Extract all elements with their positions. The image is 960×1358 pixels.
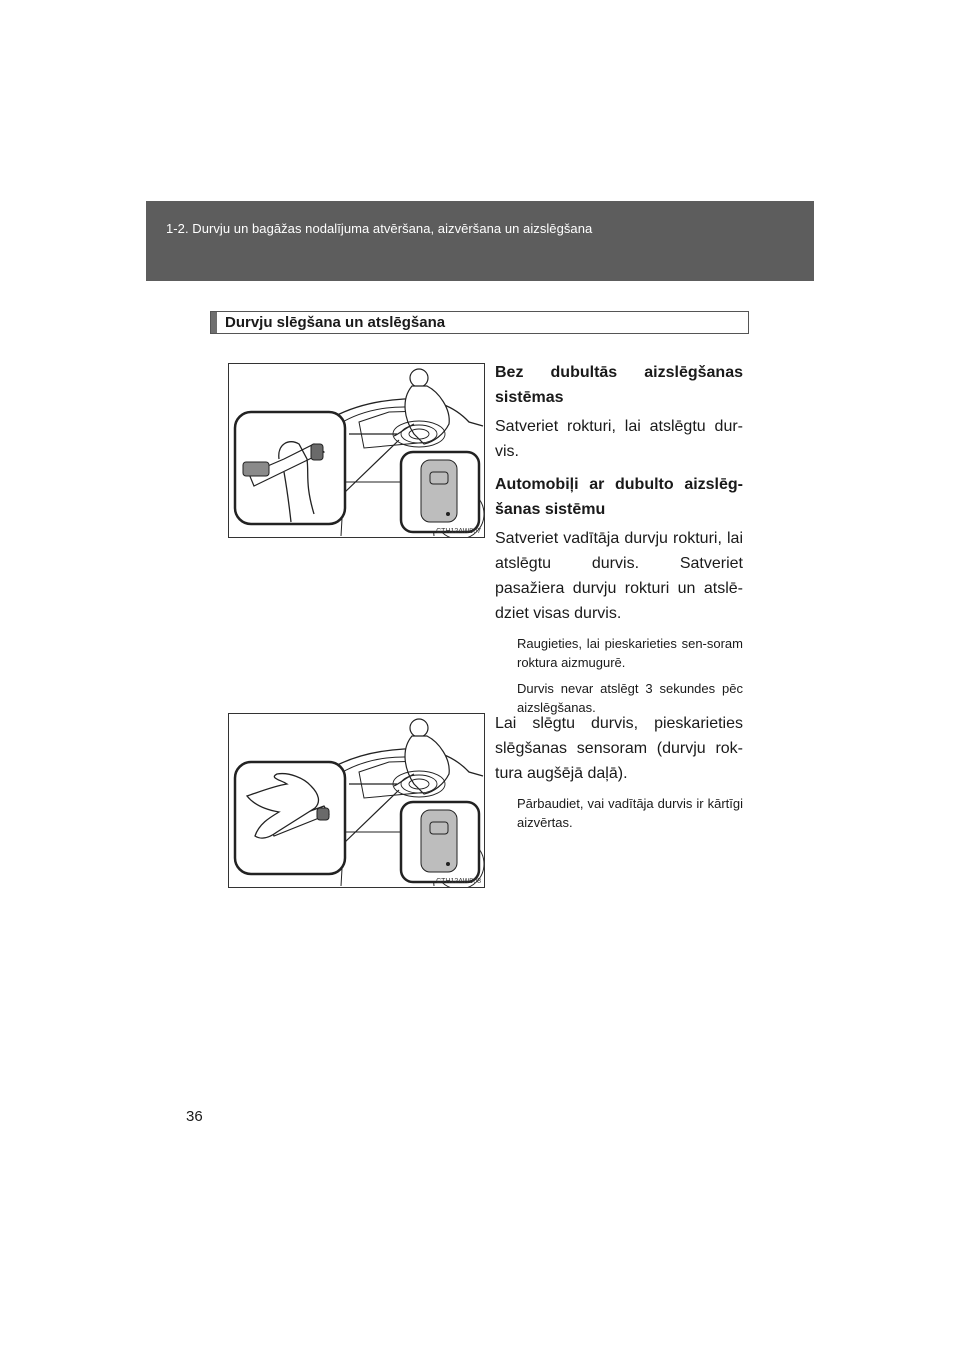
chapter-breadcrumb: 1-2. Durvju un bagāžas nodalījuma atvēršana, aizvēršana un aizslēgšana [166, 221, 593, 236]
heading-with-double-lock: Automobiļi ar dubulto aizslēg-šanas sistēmu [495, 476, 743, 518]
figure-code: CTH12AW007 [436, 528, 481, 535]
text-block-lock [495, 711, 743, 839]
note-driver-door-closed: Pārbaudiet, vai vadītāja durvis ir kārtīgi aizvērtas. [517, 796, 743, 830]
section-title-text: Durvju slēgšana un atslēgšana [225, 314, 446, 331]
page-number: 36 [186, 1108, 203, 1125]
figure-code: CTH12AW008 [436, 878, 481, 885]
note-sensor-rear: Raugieties, lai pieskarieties sen-soram roktura aizmugurē. [517, 636, 743, 670]
heading-without-double-lock: Bez dubultās aizslēgšanas sistēmas [495, 364, 743, 406]
chapter-header [146, 201, 814, 281]
section-title-marker [211, 312, 217, 333]
illustration-lock [228, 713, 485, 888]
text-block-unlock [495, 360, 743, 724]
section-title [210, 311, 749, 334]
paragraph-grip-handle: Satveriet rokturi, lai atslēgtu dur-vis. [495, 418, 743, 460]
illustration-unlock [228, 363, 485, 538]
note-3-seconds: Durvis nevar atslēgt 3 sekundes pēc aizslēgšanas. [517, 681, 743, 715]
paragraph-lock-sensor: Lai slēgtu durvis, pieskarieties slēgšanas sensoram (durvju rok-tura augšējā daļā). [495, 715, 743, 782]
paragraph-driver-passenger: Satveriet vadītāja durvju rokturi, lai atslēgtu durvis. Satveriet pasažiera durvju rokturi un atslē-dziet visas durvis. [495, 530, 743, 622]
